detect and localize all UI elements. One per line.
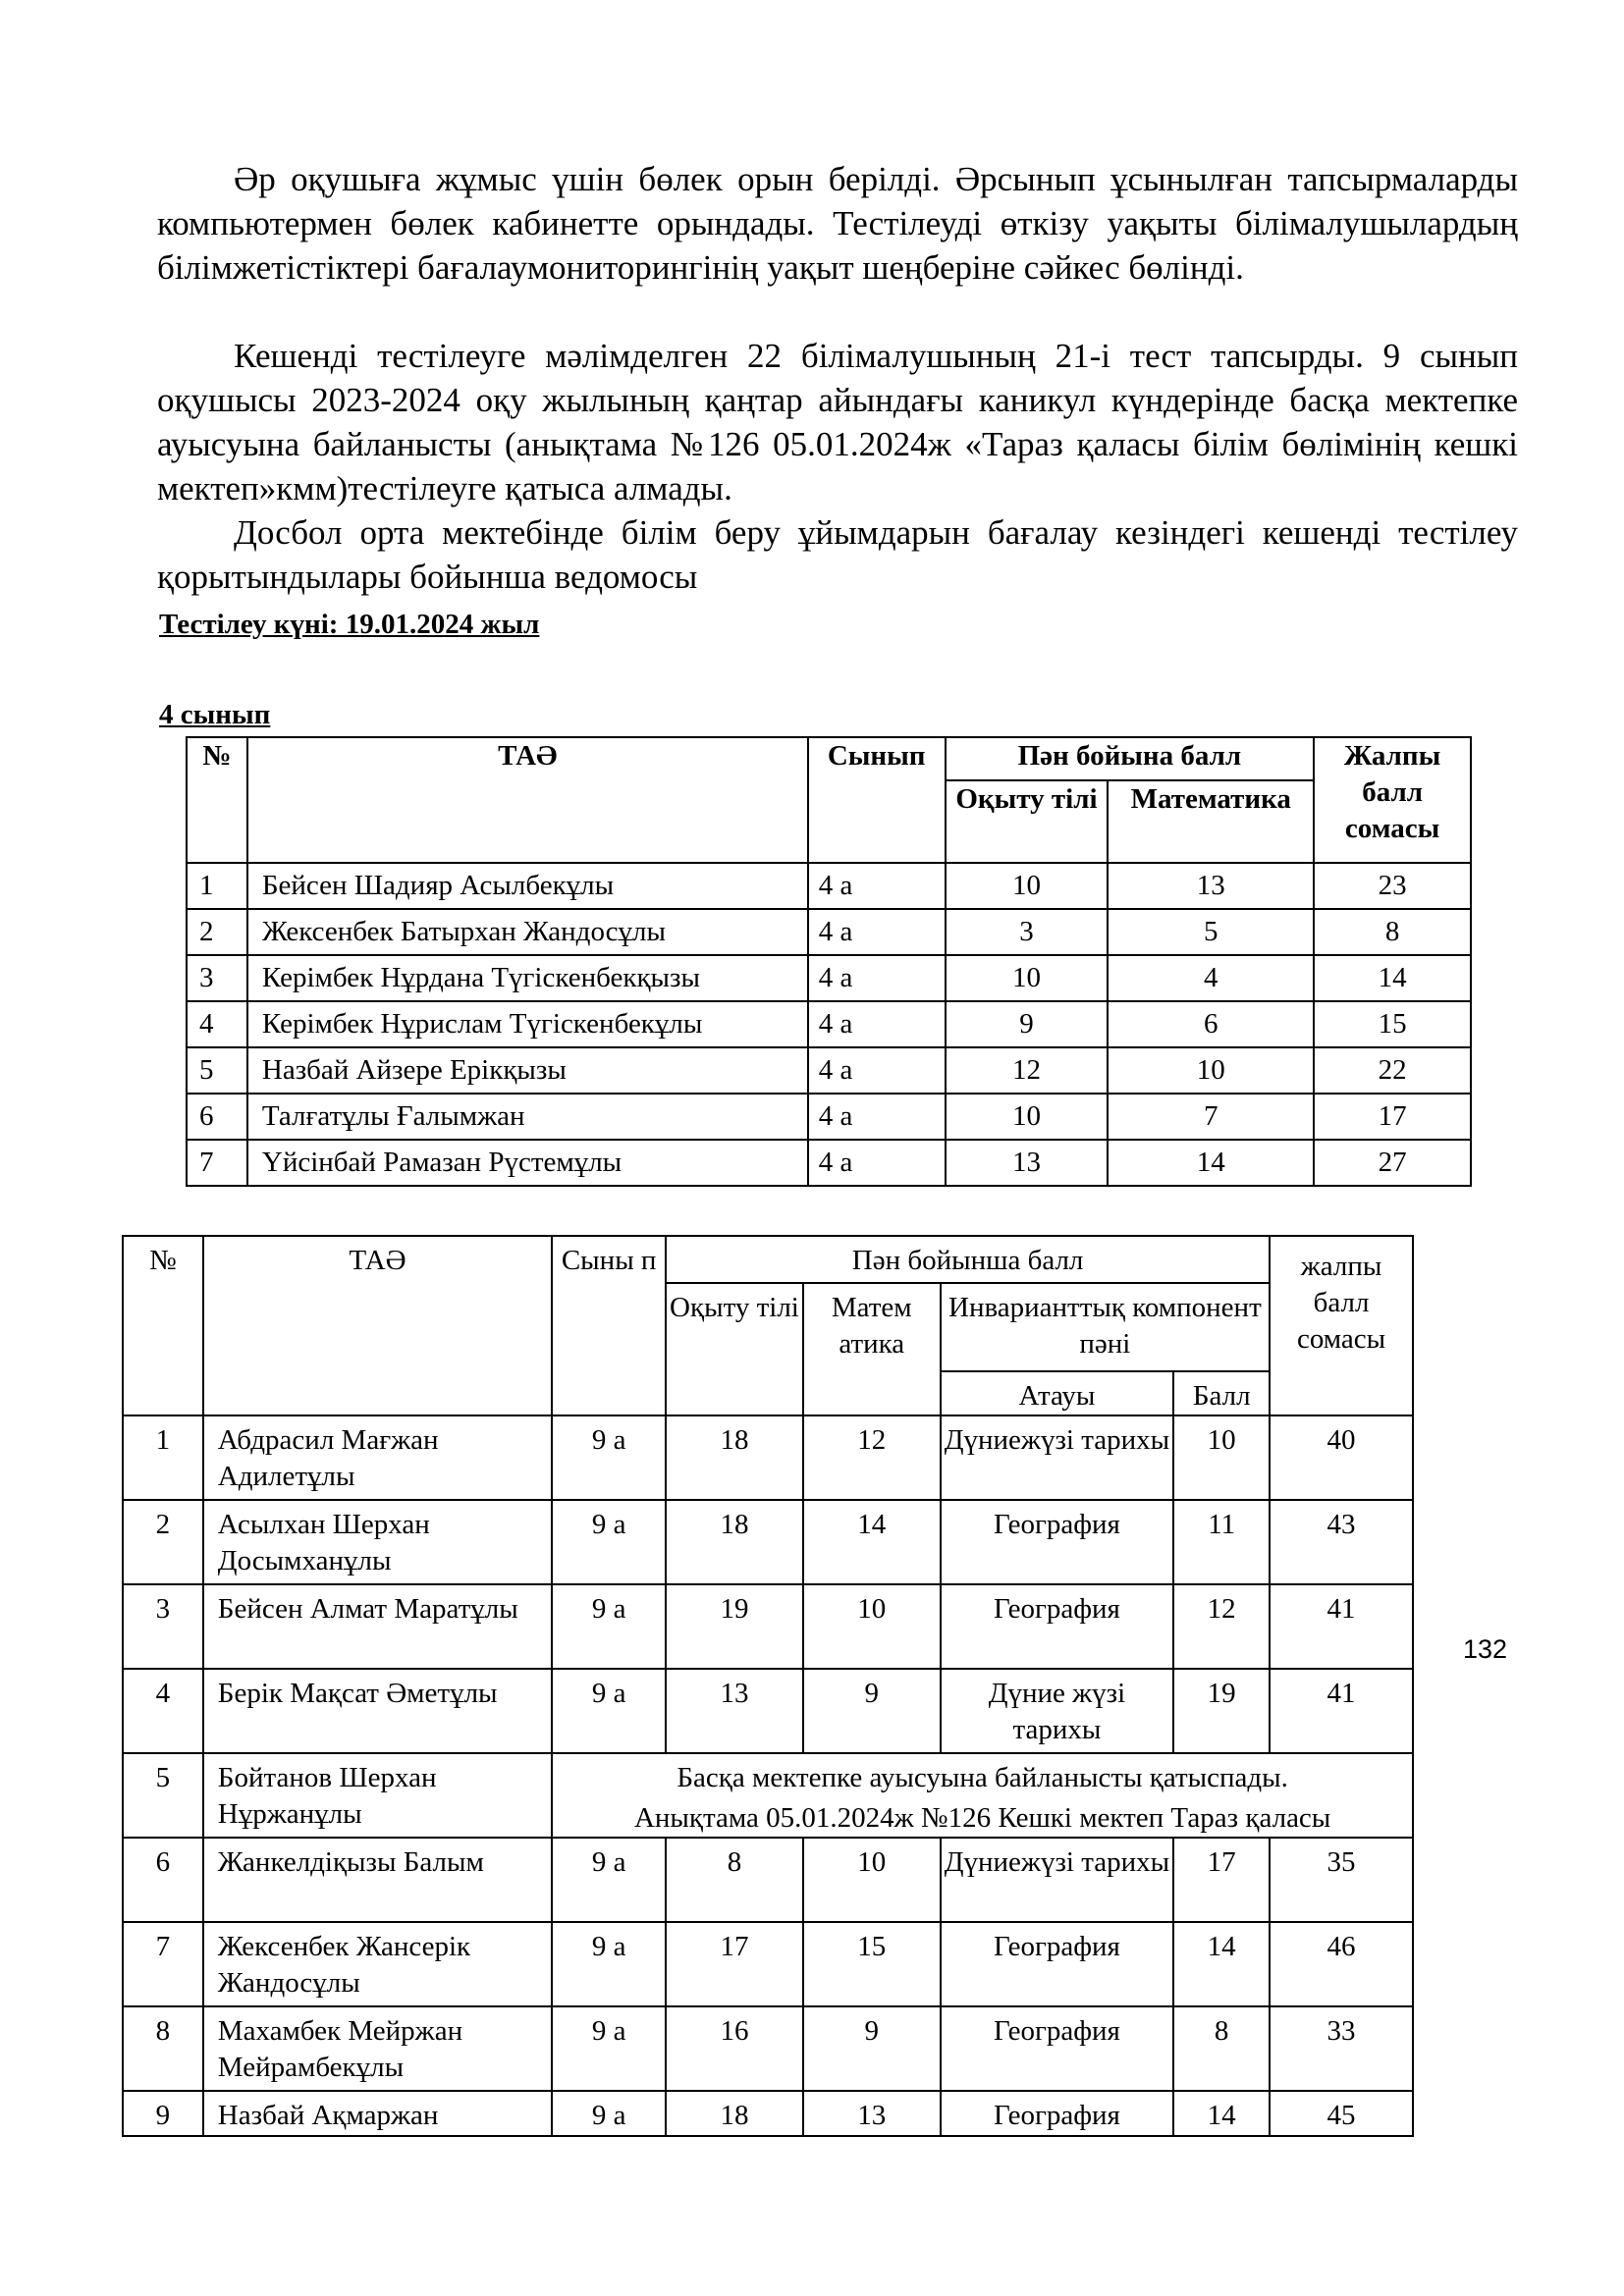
grade4-results-table — [186, 736, 1472, 1187]
total-score: 41 — [1270, 1669, 1413, 1753]
col-total: Жалпы балл сомасы — [1314, 737, 1471, 863]
invariant-subject: География — [941, 2091, 1174, 2136]
student-name: Үйсінбай Рамазан Рүстемұлы — [247, 1140, 808, 1186]
student-class: 9 а — [552, 1922, 666, 2006]
student-name: Жанкелдіқызы Балым — [203, 1838, 552, 1922]
student-name: Талғатұлы Ғалымжан — [247, 1094, 808, 1140]
lang-score: 10 — [946, 1094, 1109, 1140]
table-row — [187, 1140, 1471, 1186]
col-name: ТАӘ — [203, 1236, 552, 1415]
col-class: Сыны п — [552, 1236, 666, 1415]
absence-note — [552, 1753, 1413, 1838]
math-score: 5 — [1108, 909, 1314, 955]
invariant-score: 14 — [1173, 2091, 1270, 2136]
math-score: 10 — [803, 1584, 941, 1669]
col-subject-score: Пән бойына балл — [946, 737, 1315, 780]
table-row — [187, 1001, 1471, 1047]
table-row — [187, 1047, 1471, 1094]
student-class: 9 а — [552, 1838, 666, 1922]
total-score: 35 — [1270, 1838, 1413, 1922]
student-name: Жексенбек Жансерік Жандосұлы — [203, 1922, 552, 2006]
student-class: 4 а — [808, 1001, 946, 1047]
row-num: 1 — [187, 863, 247, 909]
total-score: 8 — [1314, 909, 1471, 955]
lang-score: 13 — [666, 1669, 803, 1753]
total-score: 45 — [1270, 2091, 1413, 2136]
student-name: Назбай Айзере Ерікқызы — [247, 1047, 808, 1094]
lang-score: 10 — [946, 863, 1109, 909]
lang-score: 13 — [946, 1140, 1109, 1186]
student-name: Бойтанов Шерхан Нұржанұлы — [203, 1753, 552, 1838]
student-class: 4 а — [808, 1140, 946, 1186]
lang-score: 8 — [666, 1838, 803, 1922]
student-name: Абдрасил Мағжан Адилетұлы — [203, 1415, 552, 1500]
grade4-heading: 4 сынып — [159, 699, 271, 730]
row-num: 2 — [123, 1500, 203, 1584]
student-class: 4 а — [808, 955, 946, 1001]
col-num: № — [123, 1236, 203, 1415]
student-class: 9 а — [552, 1584, 666, 1669]
table-row — [123, 1922, 1413, 2006]
math-score: 14 — [803, 1500, 941, 1584]
row-num: 4 — [123, 1669, 203, 1753]
col-name: ТАӘ — [247, 737, 808, 863]
table-row — [123, 1669, 1413, 1753]
math-score: 7 — [1108, 1094, 1314, 1140]
col-inv-score: Балл — [1173, 1371, 1270, 1415]
page-number: 132 — [1463, 1634, 1508, 1664]
math-score: 6 — [1108, 1001, 1314, 1047]
table-row — [123, 1415, 1413, 1500]
student-name: Махамбек Мейржан Мейрамбекұлы — [203, 2006, 552, 2091]
lang-score: 18 — [666, 1415, 803, 1500]
lang-score: 3 — [946, 909, 1109, 955]
lang-score: 12 — [946, 1047, 1109, 1094]
table-row — [123, 2006, 1413, 2091]
lang-score: 16 — [666, 2006, 803, 2091]
row-num: 9 — [123, 2091, 203, 2136]
total-score: 15 — [1314, 1001, 1471, 1047]
invariant-subject: Дүниежүзі тарихы — [941, 1415, 1174, 1500]
paragraph-3: Досбол орта мектебінде білім беру ұйымдарын бағалау кезіндегі кешенді тестілеу қорытындылары бойынша ведомосы — [157, 513, 1518, 596]
invariant-score: 12 — [1173, 1584, 1270, 1669]
student-class: 9 а — [552, 2091, 666, 2136]
test-date: Тестілеу күні: 19.01.2024 жыл — [159, 609, 540, 640]
invariant-subject: География — [941, 2006, 1174, 2091]
student-name: Керімбек Нұрдана Түгіскенбекқызы — [247, 955, 808, 1001]
total-score: 33 — [1270, 2006, 1413, 2091]
table-row — [123, 1838, 1413, 1922]
lang-score: 9 — [946, 1001, 1109, 1047]
row-num: 5 — [123, 1753, 203, 1838]
row-num: 3 — [123, 1584, 203, 1669]
total-score: 40 — [1270, 1415, 1413, 1500]
student-name: Асылхан Шерхан Досымханұлы — [203, 1500, 552, 1584]
math-score: 15 — [803, 1922, 941, 2006]
student-name: Жексенбек Батырхан Жандосұлы — [247, 909, 808, 955]
table-row — [123, 1584, 1413, 1669]
paragraph-2: Кешенді тестілеуге мәлімделген 22 білімалушының 21-і тест тапсырды. 9 сынып оқушысы 2023-2024 оқу жылының қаңтар айындағы каникул күндерінде басқа мектепке ауысуына байланысты (анықтама №126 05.01.2024ж «Тараз қаласы білім бөлімінің кешкі мектеп»кмм)тестілеуге қатыса алмады. — [157, 337, 1518, 507]
lang-score: 19 — [666, 1584, 803, 1669]
col-lang: Оқыту тілі — [946, 780, 1109, 863]
student-class: 9 а — [552, 1500, 666, 1584]
invariant-score: 17 — [1173, 1838, 1270, 1922]
table-row-absent — [123, 1753, 1413, 1838]
absence-note-line: Анықтама 05.01.2024ж №126 Кешкі мектеп Тараз қаласы — [633, 1802, 1331, 1834]
math-score: 14 — [1108, 1140, 1314, 1186]
math-score: 13 — [1108, 863, 1314, 909]
paragraph-1: Әр оқушыға жұмыс үшін бөлек орын берілді. Әрсынып ұсынылған тапсырмаларды компьютермен бөлек кабинетте орындады. Тестілеуді өткізу уақыты білімалушылардың білімжетістіктері бағалаумониторингінің уақыт шеңберіне сәйкес бөлінді. — [157, 160, 1518, 287]
total-score: 14 — [1314, 955, 1471, 1001]
math-score: 9 — [803, 2006, 941, 2091]
math-score: 10 — [803, 1838, 941, 1922]
student-name: Керімбек Нұрислам Түгіскенбекұлы — [247, 1001, 808, 1047]
row-num: 1 — [123, 1415, 203, 1500]
table-row — [123, 2091, 1413, 2136]
row-num: 6 — [187, 1094, 247, 1140]
row-num: 5 — [187, 1047, 247, 1094]
math-score: 12 — [803, 1415, 941, 1500]
math-score: 10 — [1108, 1047, 1314, 1094]
table-row — [123, 1500, 1413, 1584]
invariant-subject: География — [941, 1922, 1174, 2006]
math-score: 9 — [803, 1669, 941, 1753]
student-name: Назбай Ақмаржан — [203, 2091, 552, 2136]
student-class: 4 а — [808, 1047, 946, 1094]
student-class: 4 а — [808, 909, 946, 955]
total-score: 46 — [1270, 1922, 1413, 2006]
student-class: 9 а — [552, 2006, 666, 2091]
student-name: Бейсен Шадияр Асылбекұлы — [247, 863, 808, 909]
invariant-score: 14 — [1173, 1922, 1270, 2006]
col-inv-name: Атауы — [941, 1371, 1174, 1415]
student-class: 9 а — [552, 1669, 666, 1753]
row-num: 4 — [187, 1001, 247, 1047]
col-num: № — [187, 737, 247, 863]
invariant-score: 10 — [1173, 1415, 1270, 1500]
lang-score: 17 — [666, 1922, 803, 2006]
student-class: 9 а — [552, 1415, 666, 1500]
invariant-score: 11 — [1173, 1500, 1270, 1584]
col-lang: Оқыту тілі — [666, 1283, 803, 1415]
grade9-results-table — [122, 1235, 1414, 2137]
student-class: 4 а — [808, 1094, 946, 1140]
math-score: 13 — [803, 2091, 941, 2136]
total-score: 43 — [1270, 1500, 1413, 1584]
table-row — [187, 863, 1471, 909]
invariant-subject: География — [941, 1500, 1174, 1584]
row-num: 8 — [123, 2006, 203, 2091]
row-num: 7 — [123, 1922, 203, 2006]
invariant-score: 8 — [1173, 2006, 1270, 2091]
student-class: 4 а — [808, 863, 946, 909]
lang-score: 10 — [946, 955, 1109, 1001]
col-subject-score: Пән бойынша балл — [666, 1236, 1270, 1283]
lang-score: 18 — [666, 1500, 803, 1584]
student-name: Бейсен Алмат Маратұлы — [203, 1584, 552, 1669]
student-name: Берік Мақсат Әметұлы — [203, 1669, 552, 1753]
table-row — [187, 955, 1471, 1001]
col-class: Сынып — [808, 737, 946, 863]
invariant-score: 19 — [1173, 1669, 1270, 1753]
row-num: 7 — [187, 1140, 247, 1186]
col-math: Математика — [1108, 780, 1314, 863]
total-score: 41 — [1270, 1584, 1413, 1669]
row-num: 2 — [187, 909, 247, 955]
col-math: Матем атика — [803, 1283, 941, 1415]
col-invariant: Инварианттық компонент пәні — [941, 1283, 1270, 1371]
math-score: 4 — [1108, 955, 1314, 1001]
table-row — [187, 1094, 1471, 1140]
total-score: 17 — [1314, 1094, 1471, 1140]
row-num: 6 — [123, 1838, 203, 1922]
lang-score: 18 — [666, 2091, 803, 2136]
invariant-subject: Дүние жүзі тарихы — [941, 1669, 1174, 1753]
table-row — [187, 909, 1471, 955]
absence-note-line: Басқа мектепке ауысуына байланысты қатыспады. — [677, 1762, 1288, 1793]
invariant-subject: Дүниежүзі тарихы — [941, 1838, 1174, 1922]
total-score: 23 — [1314, 863, 1471, 909]
row-num: 3 — [187, 955, 247, 1001]
total-score: 22 — [1314, 1047, 1471, 1094]
col-total: жалпы балл сомасы — [1270, 1236, 1413, 1415]
invariant-subject: География — [941, 1584, 1174, 1669]
total-score: 27 — [1314, 1140, 1471, 1186]
